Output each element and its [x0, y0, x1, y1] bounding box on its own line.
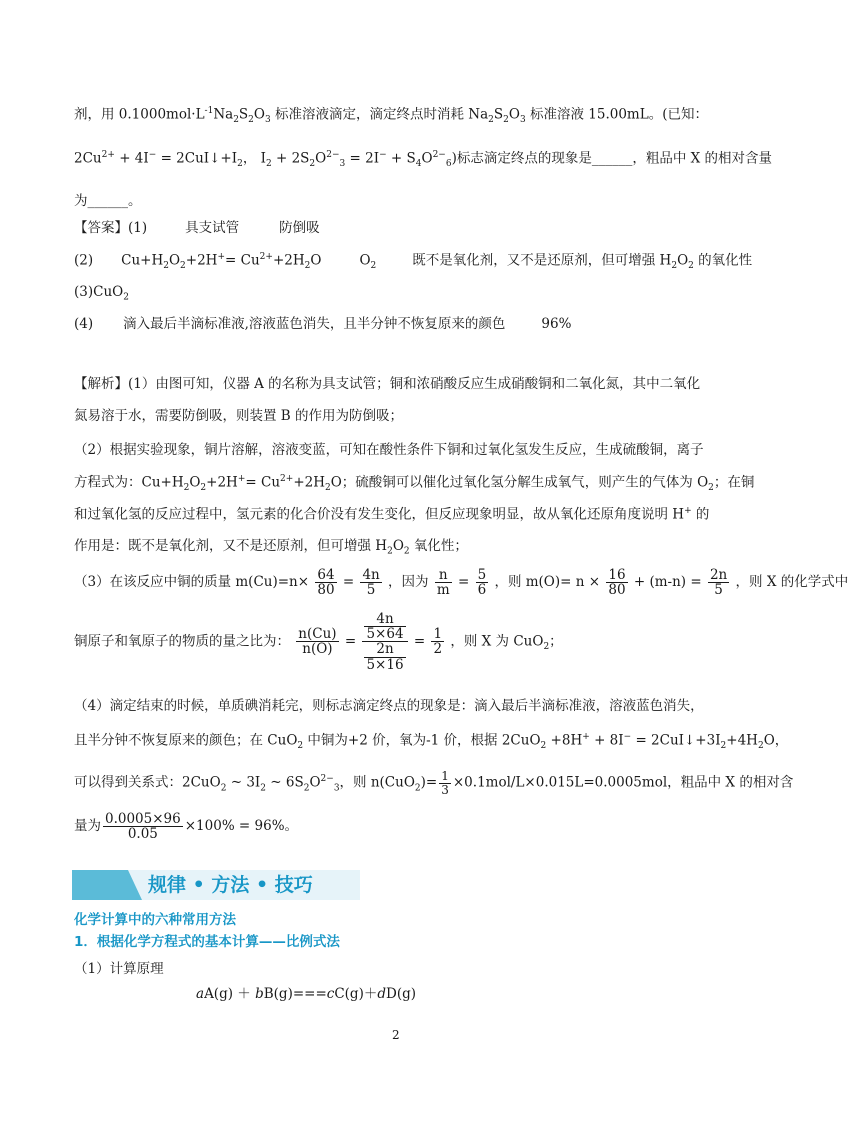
subsection-item: （1）计算原理 — [74, 961, 164, 977]
explanation-p4-line4: 量为 $\frac{0.0005\times 96}{0.05}$ ×100% = 96%。 — [74, 811, 299, 843]
text-line: 为______。 — [74, 193, 142, 209]
fraction: $\frac{5}{6}$ — [477, 567, 487, 599]
fraction: $\frac{2n}{5}$ — [709, 567, 728, 599]
answer-line-1: 【答案】(1) 具支试管 防倒吸 — [74, 220, 320, 236]
explanation-p3-line2: 铜原子和氧原子的物质的量之比为： $\frac{n(Cu)}{n(O)}$ = $\frac{\frac{4n}{5\times 64}}{\frac{2n}{5\times 16}}$ = $\frac{1}{2}$ ，则 X 为 CuO$_2$； — [74, 611, 563, 673]
reaction-equation: aA(g) ＋ bB(g)===cC(g)＋dD(g) — [196, 986, 416, 1002]
answer-line-3: (3)CuO$_2$ — [74, 284, 129, 303]
explanation-p2-line3: 和过氧化氢的反应过程中，氢元素的化合价没有发生变化，但反应现象明显，故从氧化还原角度说明 H+ 的 — [74, 506, 710, 523]
fraction: $\frac{1}{3}$ — [441, 769, 449, 797]
explanation-p2-line2: 方程式为：$Cu+H_2O_2+2H^+= Cu^{2+}+2H_2O$；硫酸铜可以催化过氧化氢分解生成氧气，则产生的气体为 $O_2$；在铜 — [74, 474, 755, 494]
explanation-p2-line1: （2）根据实验现象，铜片溶解，溶液变蓝，可知在酸性条件下铜和过氧化氢发生反应，生成硫酸铜，离子 — [74, 442, 704, 458]
subsection-heading: 1．根据化学方程式的基本计算——比例式法 — [74, 934, 340, 950]
page-number: 2 — [392, 1028, 400, 1042]
section-banner — [72, 870, 360, 900]
explanation-p4-line1: （4）滴定结束的时候，单质碘消耗完，则标志滴定终点的现象是：滴入最后半滴标准液，溶液蓝色消失， — [74, 698, 704, 714]
fraction: $\frac{n(Cu)}{n(O)}$ — [298, 626, 337, 658]
fraction: $\frac{n}{m}$ — [436, 567, 450, 599]
explanation-p2-line4: 作用是：既不是氧化剂，又不是还原剂，但可增强 $H_2O_2$ 氧化性； — [74, 538, 468, 557]
explanation-p4-line3: 可以得到关系式：2CuO$_2$ ~ $3I_2$ ~ $6S_2O^{2-}_3$，则 n(CuO$_2$)= $\frac{1}{3}$ ×0.1mol/L×0.015L=0.0005mol，粗品中 X 的相对含 — [74, 769, 794, 797]
explanation-p4-line2: 且半分钟不恢复原来的颜色；在 CuO$_2$ 中铜为+2 价，氧为-1 价，根据 $2CuO_2 +8H^+ + 8I^- = 2CuI↓+3I_2+4H_2O$， — [74, 732, 789, 752]
explanation-p3-line1: （3）在该反应中铜的质量 m(Cu)=n× $\frac{64}{80}$ = $\frac{4n}{5}$ ，因为 $\frac{n}{m}$ = $\frac{5}{6}$ ，则 m(O)= n × $\frac{16}{80}$ + (m-n) = $\frac{2n}{5}$ ，则 X 的化学式中 — [74, 567, 848, 599]
equation-line: $2Cu^{2+} + 4I^-$ = $2CuI↓+I_2$， $I_2 + 2S_2O^{2-}_3 = 2I^- + S_4O^{2-}_6$)标志滴定终点的现象是______，粗品中 X 的相对含量 — [74, 150, 773, 170]
section-heading: 化学计算中的六种常用方法 — [74, 912, 236, 928]
fraction: $\frac{4n}{5}$ — [362, 567, 380, 599]
answer-line-4: (4) 滴入最后半滴标准液,溶液蓝色消失，且半分钟不恢复原来的颜色 96% — [74, 316, 572, 332]
text-line: 剂，用 $0.1000mol\cdot L^{-1}Na_2S_2O_3$ 标准溶液滴定，滴定终点时消耗 $Na_2S_2O_3$ 标准溶液 15.00mL。(已知： — [74, 106, 708, 126]
explanation-p1-line2: 氮易溶于水，需要防倒吸，则装置 B 的作用为防倒吸； — [74, 408, 404, 424]
explanation-p1-line1: 【解析】(1）由图可知，仪器 A 的名称为具支试管；铜和浓硝酸反应生成硝酸铜和二氧化氮，其中二氧化 — [74, 376, 701, 392]
answer-line-2: (2) $Cu+H_2O_2+2H^+= Cu^{2+}+2H_2O$ $O_2$ 既不是氧化剂，又不是还原剂，但可增强 $H_2O_2$ 的氧化性 — [74, 252, 753, 272]
fraction: $\frac{16}{80}$ — [608, 567, 626, 599]
fraction: $\frac{1}{2}$ — [433, 626, 443, 658]
compound-fraction: $\frac{\frac{4n}{5\times 64}}{\frac{2n}{5\times 16}}$ — [362, 612, 407, 672]
banner-title: 规律 • 方法 • 技巧 — [148, 874, 313, 896]
fraction: $\frac{0.0005\times 96}{0.05}$ — [105, 811, 181, 843]
fraction: $\frac{64}{80}$ — [317, 567, 335, 599]
